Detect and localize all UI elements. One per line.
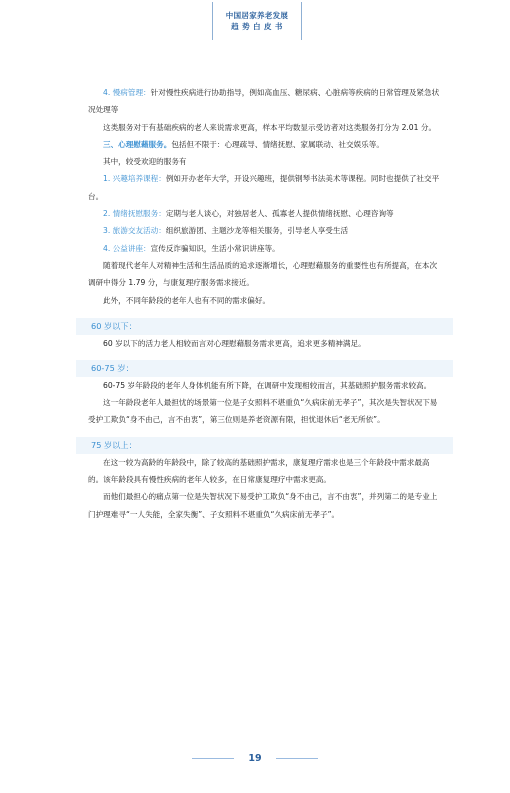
paragraph-psych-service <box>88 136 441 153</box>
item-label: 3. 旅游交友活动： <box>103 226 166 236</box>
age-group-title-over75: 75 岁以上： <box>76 437 453 454</box>
age-group-title-60-75: 60-75 岁： <box>76 360 453 377</box>
paragraph-travel-activity <box>88 222 441 239</box>
age-group-text-under60: 60 岁以下的活力老人相较而言对心理慰藉服务需求更高，追求更多精神满足。 <box>103 338 366 348</box>
item-text: 宣传反诈骗知识，生活小常识讲座等。 <box>150 243 280 253</box>
footer-rule-right <box>276 758 318 759</box>
paragraph-interest-course <box>88 170 441 205</box>
running-header <box>212 2 302 40</box>
paragraph-chronic-score: 这类服务对于有基础疾病的老人来说需求更高，样本平均数显示受访者对这类服务打分为 2.01 分。 <box>103 122 437 132</box>
item-text: 例如开办老年大学，开设兴趣班，提供钢琴书法美术等课程。同时也提供了社交平台。 <box>88 174 440 201</box>
section-heading: 三、心理慰藉服务。 <box>103 139 172 149</box>
paragraph-over75-needs: 在这一较为高龄的年龄段中，除了较高的基础照护需求，康复理疗需求也是三个年龄段中需求最高的。该年龄段具有慢性疾病的老年人较多，在日常康复理疗中需求更高。 <box>88 457 430 485</box>
page-number: 19 <box>248 752 262 764</box>
header-title-line2: 趋势白皮书 <box>231 22 286 31</box>
paragraph-chronic-disease <box>88 84 441 119</box>
paragraph-popular-intro: 其中，较受欢迎的服务有 <box>103 157 187 167</box>
item-label: 4. 公益讲座： <box>103 243 151 253</box>
item-label: 1. 兴趣培养课程： <box>103 174 166 184</box>
paragraph-emotion-service <box>88 205 441 222</box>
age-group-title-under60: 60 岁以下： <box>76 318 453 335</box>
item-text: 针对慢性疾病进行协助指导，例如高血压、糖尿病、心脏病等疾病的日常管理及紧急状况处理等 <box>88 88 440 115</box>
item-label: 2. 情绪抚慰服务： <box>103 209 166 219</box>
footer-rule-left <box>192 758 234 759</box>
item-label: 4. 慢病管理： <box>103 88 151 97</box>
paragraph-age-intro: 此外，不同年龄段的老年人也有不同的需求偏好。 <box>103 295 271 305</box>
age-group-text-60-75: 60-75 岁年龄段的老年人身体机能有所下降，在调研中发现相较而言，其基础照护服务需求较高。 <box>103 380 432 390</box>
body-content <box>88 84 441 523</box>
header-title-line1: 中国居家养老发展 <box>225 11 289 20</box>
paragraph-public-lecture <box>88 240 441 257</box>
paragraph-60-75-concerns: 这一年龄段老年人最担忧的场景第一位是子女照料不堪重负“久病床前无孝子”，其次是失智状况下易受护工欺负“身不由己，言不由衷”，第三位则是养老资源有限，担忧退休后“老无所依”。 <box>88 398 438 425</box>
page-footer <box>0 748 510 768</box>
paragraph-over75-concerns: 而他们最担心的痛点第一位是失智状况下易受护工欺负“身不由己，言不由衷”，并列第二的是专业上门护理难寻“一人失能，全家失衡”、子女照料不堪重负“久病床前无孝子”。 <box>88 492 438 519</box>
section-text: 包括但不限于：心理疏导、情绪抚慰、家属联动、社交娱乐等。 <box>171 139 384 149</box>
paragraph-psych-score: 随着现代老年人对精神生活和生活品质的追求逐渐增长，心理慰藉服务的重要性也有所提高，在本次调研中得分 1.79 分，与康复理疗服务需求接近。 <box>88 260 438 288</box>
item-text: 组织旅游团、主题沙龙等相关服务，引导老人享受生活 <box>165 226 349 236</box>
item-text: 定期与老人谈心，对独居老人、孤寡老人提供情绪抚慰、心理咨询等 <box>165 209 394 219</box>
